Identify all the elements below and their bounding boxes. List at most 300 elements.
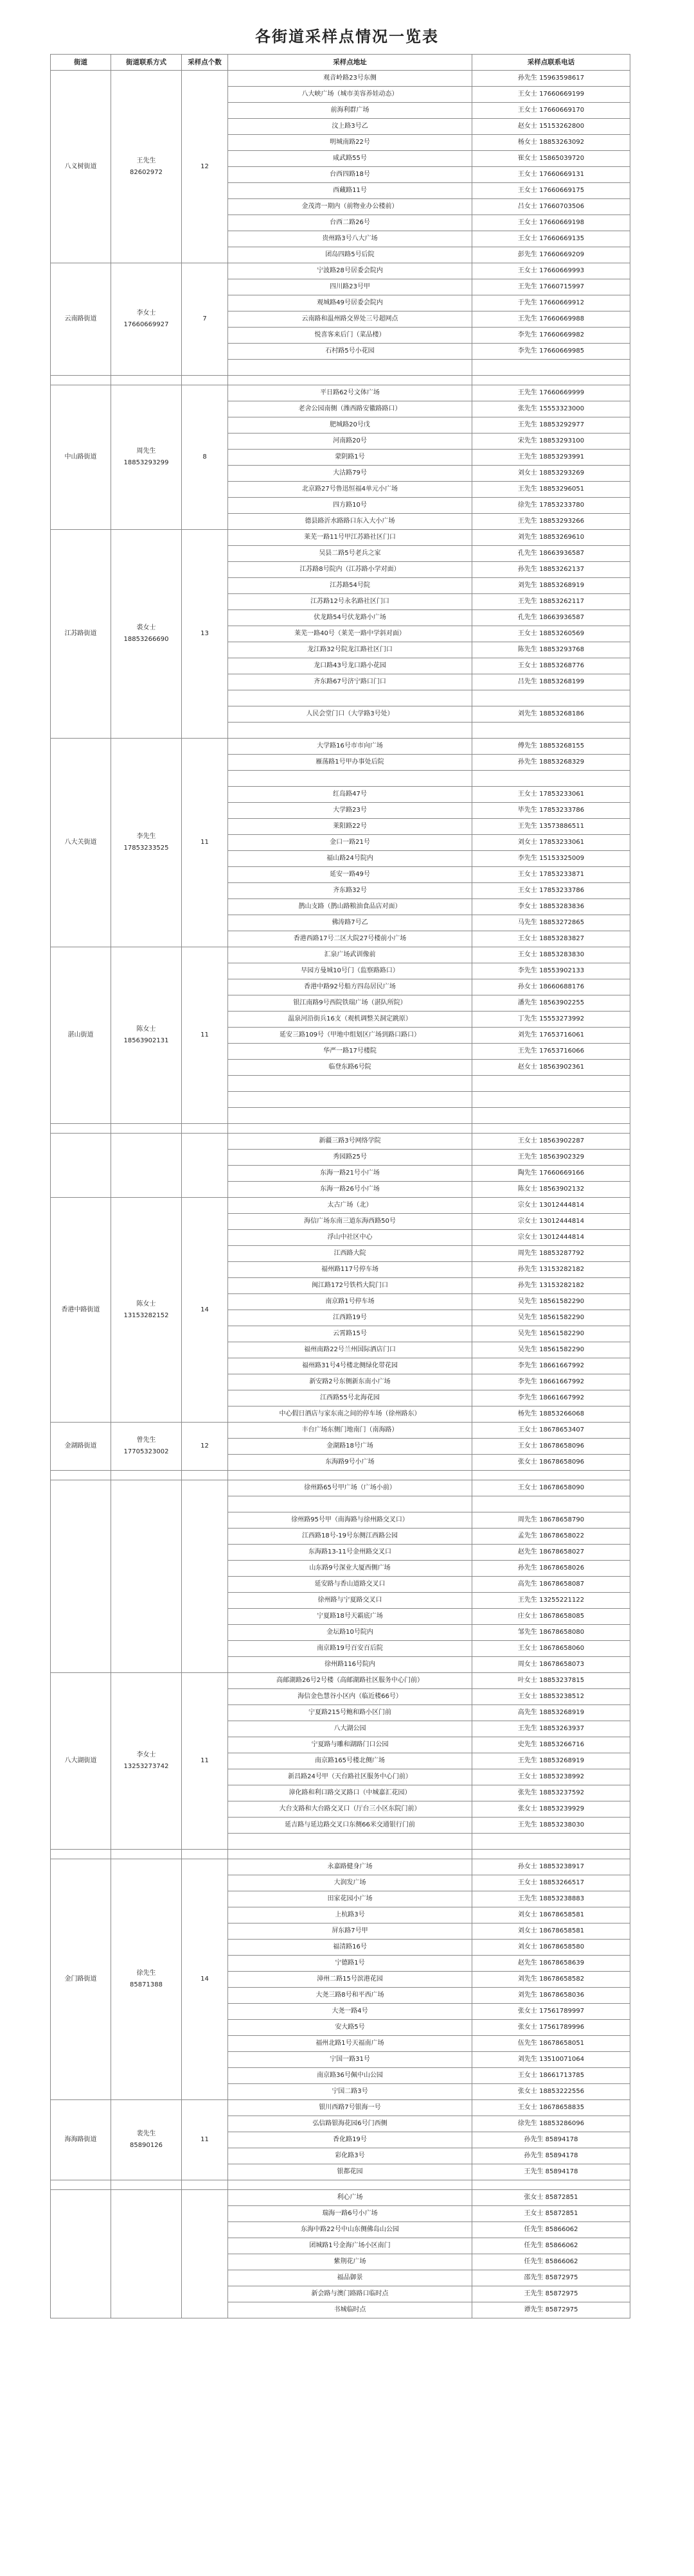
site-address-cell: 漳化路和利口路交叉路口（中城嘉汇花园） (228, 1785, 472, 1801)
site-phone-cell: 刘女士 18678658581 (472, 1907, 630, 1923)
site-address-cell: 宁夏路与雕和湖路门口公园 (228, 1737, 472, 1753)
site-phone-cell: 王先生 18563902329 (472, 1150, 630, 1166)
site-address-cell: 德县路沂水路路口东入大小广场 (228, 514, 472, 530)
site-phone-cell: 吴先生 18561582290 (472, 1326, 630, 1342)
site-address-cell: 齐东路32号 (228, 883, 472, 899)
site-address-cell: 江西路大院 (228, 1246, 472, 1262)
site-phone-cell: 邵先生 85872975 (472, 2270, 630, 2286)
site-address-cell: 延安三路109号（甲地中组划区广场到路口路口） (228, 1028, 472, 1044)
site-phone-cell: 王女士 17853233061 (472, 787, 630, 803)
site-address-cell: 大润发广场 (228, 1875, 472, 1891)
site-address-cell (228, 1834, 472, 1850)
table-row (51, 385, 630, 401)
site-phone-cell: 王女士 18853238992 (472, 1769, 630, 1785)
site-address-cell: 紫荆花广场 (228, 2254, 472, 2270)
gap-cell (472, 1850, 630, 1859)
site-address-cell: 福州南路22号兰州国际酒店门口 (228, 1342, 472, 1358)
table-row (51, 1859, 630, 1875)
site-phone-cell: 宗女士 13012444814 (472, 1198, 630, 1214)
site-address-cell: 江西路19号 (228, 1310, 472, 1326)
site-phone-cell: 宗女士 13012444814 (472, 1230, 630, 1246)
site-phone-cell: 王女士 17853233786 (472, 883, 630, 899)
site-address-cell: 上杭路3号 (228, 1907, 472, 1923)
table-row (51, 263, 630, 279)
site-count-cell: 14 (182, 1198, 228, 1423)
site-phone-cell: 李先生 18553902133 (472, 963, 630, 979)
site-phone-cell: 史先生 18853266716 (472, 1737, 630, 1753)
gap-cell (51, 1124, 111, 1134)
site-address-cell (228, 360, 472, 376)
site-address-cell: 漳州二路15号滨港花园 (228, 1972, 472, 1988)
site-phone-cell: 王先生 18853238883 (472, 1891, 630, 1907)
site-phone-cell: 张先生 18853237592 (472, 1785, 630, 1801)
site-phone-cell: 孙先生 85894178 (472, 2132, 630, 2148)
site-phone-cell: 王先生 13255221122 (472, 1593, 630, 1609)
site-phone-cell: 高先生 18853268919 (472, 1705, 630, 1721)
site-phone-cell: 王先生 18853268919 (472, 1753, 630, 1769)
site-address-cell: 中心假日酒店与家东南之间的停车场（徐州路东） (228, 1406, 472, 1423)
site-address-cell: 四川路23号甲 (228, 279, 472, 295)
site-phone-cell: 王女士 18853238512 (472, 1689, 630, 1705)
street-name-cell: 香港中路街道 (51, 1198, 111, 1423)
site-address-cell: 南京路19号百安百后院 (228, 1641, 472, 1657)
site-phone-cell: 孙先生 18853262137 (472, 562, 630, 578)
section-gap-row (51, 1471, 630, 1480)
site-address-cell: 秀园路25号 (228, 1150, 472, 1166)
site-phone-cell: 刘先生 18678658036 (472, 1988, 630, 2004)
site-address-cell: 金口一路21号 (228, 835, 472, 851)
site-address-cell: 八大湖公园 (228, 1721, 472, 1737)
site-address-cell: 龙口路43号龙口路小花园 (228, 658, 472, 674)
street-contact-cell (111, 1423, 182, 1471)
site-address-cell: 徐州路95号甲（南海路与徐州路交叉口） (228, 1512, 472, 1529)
contact-name: 曾先生 (136, 1437, 156, 1444)
street-contact-cell (111, 1134, 182, 1198)
site-address-cell: 宁夏路215号鲍和路小区门前 (228, 1705, 472, 1721)
site-phone-cell: 陈先生 18853293768 (472, 642, 630, 658)
site-address-cell: 新昌路24号甲（天台路社区服务中心门前） (228, 1769, 472, 1785)
table-row (51, 71, 630, 87)
site-phone-cell: 吕女士 17660703506 (472, 199, 630, 215)
site-address-cell: 温泉河沿街兵16支（观机调整关洞定跳原） (228, 1012, 472, 1028)
site-count-cell: 11 (182, 739, 228, 947)
site-phone-cell: 王女士 17660669199 (472, 87, 630, 103)
gap-cell (228, 376, 472, 385)
table-row (51, 1423, 630, 1439)
table-header (51, 55, 630, 71)
site-phone-cell: 王女士 18678653407 (472, 1423, 630, 1439)
document-title: 各街道采样点情况一览表 (255, 27, 439, 46)
site-phone-cell: 李先生 15153325009 (472, 851, 630, 867)
site-address-cell: 福州路31号4号楼北侧绿化带花园 (228, 1358, 472, 1374)
table-row (51, 2100, 630, 2116)
site-phone-cell: 任先生 85866062 (472, 2238, 630, 2254)
site-address-cell: 咸武路55号 (228, 151, 472, 167)
site-phone-cell: 王女士 18678658835 (472, 2100, 630, 2116)
site-address-cell: 莱阳路22号 (228, 819, 472, 835)
street-contact-cell (111, 2190, 182, 2318)
site-phone-cell: 王女士 18678658096 (472, 1439, 630, 1455)
site-address-cell: 石村路5号小花园 (228, 344, 472, 360)
gap-cell (182, 376, 228, 385)
site-phone-cell: 孙先生 18678658026 (472, 1561, 630, 1577)
site-phone-cell: 王女士 17660669198 (472, 215, 630, 231)
site-phone-cell: 王先生 85894178 (472, 2164, 630, 2180)
site-address-cell: 东海一路21号小广场 (228, 1166, 472, 1182)
gap-cell (182, 1850, 228, 1859)
contact-phone: 13253273742 (123, 1763, 169, 1770)
site-phone-cell: 伍先生 18678658051 (472, 2036, 630, 2052)
site-address-cell: 香化路19号 (228, 2132, 472, 2148)
gap-cell (472, 1124, 630, 1134)
site-phone-cell: 刘女士 18853293269 (472, 466, 630, 482)
site-phone-cell: 吴先生 18561582290 (472, 1310, 630, 1326)
section-gap-row (51, 376, 630, 385)
site-phone-cell (472, 1496, 630, 1512)
site-address-cell: 佛涛路7号乙 (228, 915, 472, 931)
site-count-cell: 12 (182, 71, 228, 263)
site-address-cell: 山东路9号深业大厦西侧广场 (228, 1561, 472, 1577)
gap-cell (228, 1124, 472, 1134)
site-address-cell: 宁夏路18号天霸底广场 (228, 1609, 472, 1625)
sampling-points-table (50, 54, 630, 2318)
site-phone-cell: 王先生 18853292977 (472, 417, 630, 434)
site-address-cell: 台西四路18号 (228, 167, 472, 183)
site-count-cell: 11 (182, 947, 228, 1124)
site-address-cell: 彩化路3号 (228, 2148, 472, 2164)
table-row (51, 1198, 630, 1214)
site-phone-cell: 于先生 17660669912 (472, 295, 630, 311)
site-address-cell: 河南路20号 (228, 434, 472, 450)
site-address-cell: 江西路55号北海花园 (228, 1390, 472, 1406)
site-phone-cell: 李女士 18853283836 (472, 899, 630, 915)
site-phone-cell: 谭先生 85872975 (472, 2302, 630, 2318)
site-address-cell: 悦喜客来后门（菜品楼） (228, 328, 472, 344)
site-address-cell: 海信广场东南三道东海西路50号 (228, 1214, 472, 1230)
header-street: 街道 (51, 55, 111, 71)
site-phone-cell (472, 1092, 630, 1108)
contact-phone: 17660669927 (123, 321, 169, 328)
street-name-cell: 八义树街道 (51, 71, 111, 263)
contact-phone: 17705323002 (123, 1448, 169, 1455)
site-phone-cell: 陶先生 17660669166 (472, 1166, 630, 1182)
site-address-cell: 南京路1号停车场 (228, 1294, 472, 1310)
site-phone-cell (472, 1834, 630, 1850)
site-phone-cell: 孔先生 18663936587 (472, 610, 630, 626)
site-phone-cell: 宗女士 13012444814 (472, 1214, 630, 1230)
site-address-cell: 延安一路49号 (228, 867, 472, 883)
contact-name: 陈女士 (136, 1300, 156, 1308)
site-address-cell: 大尧一路4号 (228, 2004, 472, 2020)
gap-cell (51, 1850, 111, 1859)
site-phone-cell: 徐先生 18853286096 (472, 2116, 630, 2132)
street-name-cell: 八大湖街道 (51, 1673, 111, 1850)
site-phone-cell: 李先生 18661667992 (472, 1390, 630, 1406)
site-phone-cell: 王女士 17660669175 (472, 183, 630, 199)
site-phone-cell: 庄女士 18678658085 (472, 1609, 630, 1625)
site-address-cell: 雁荡路1号甲办事处后院 (228, 755, 472, 771)
site-address-cell: 东海中路22号中山东侧佛岛山公园 (228, 2222, 472, 2238)
site-address-cell: 团城路1号金海广场小区南门 (228, 2238, 472, 2254)
table-row (51, 947, 630, 963)
site-phone-cell: 叶女士 18853237815 (472, 1673, 630, 1689)
gap-cell (228, 1850, 472, 1859)
site-phone-cell: 杨女士 18853263092 (472, 135, 630, 151)
street-name-cell (51, 1480, 111, 1673)
site-phone-cell: 张女士 18853222556 (472, 2084, 630, 2100)
site-phone-cell: 王先生 18853262117 (472, 594, 630, 610)
site-phone-cell: 李先生 18661667992 (472, 1374, 630, 1390)
site-address-cell: 高邮湖路26号2号楼（高邮湖路社区服务中心门前） (228, 1673, 472, 1689)
site-address-cell: 福州北路1号天福南广场 (228, 2036, 472, 2052)
site-phone-cell: 赵先生 18678658027 (472, 1545, 630, 1561)
site-address-cell: 大尧三路8号和平西广场 (228, 1988, 472, 2004)
gap-cell (111, 1471, 182, 1480)
site-phone-cell: 孙女士 18660688176 (472, 979, 630, 995)
site-phone-cell: 张先生 15553323000 (472, 401, 630, 417)
site-phone-cell: 王先生 18853296051 (472, 482, 630, 498)
site-phone-cell: 邹先生 18678658080 (472, 1625, 630, 1641)
site-phone-cell: 潘先生 18563902255 (472, 995, 630, 1012)
site-address-cell (228, 1076, 472, 1092)
site-address-cell: 宁波路28号居委会院内 (228, 263, 472, 279)
site-phone-cell: 张女士 18678658096 (472, 1455, 630, 1471)
site-count-cell: 14 (182, 1859, 228, 2100)
site-address-cell: 鹊山支路（鹊山路粮油食品店对面） (228, 899, 472, 915)
street-name-cell: 海海路街道 (51, 2100, 111, 2180)
site-phone-cell: 毕先生 17853233786 (472, 803, 630, 819)
site-address-cell: 云南路和温州路交界处三号超网点 (228, 311, 472, 328)
site-phone-cell: 吴先生 18561582290 (472, 1294, 630, 1310)
site-address-cell: 华严一路17号楼院 (228, 1044, 472, 1060)
site-address-cell: 南京路165号楼北侧广场 (228, 1753, 472, 1769)
contact-name: 周先生 (136, 448, 156, 455)
site-address-cell (228, 1108, 472, 1124)
table-body (51, 71, 630, 2318)
site-address-cell: 老舍公园南侧（潍西路安徽路路口） (228, 401, 472, 417)
street-name-cell: 金门路街道 (51, 1859, 111, 2100)
site-phone-cell (472, 690, 630, 706)
site-phone-cell: 王女士 18661713785 (472, 2068, 630, 2084)
site-address-cell: 伏龙路54号伏龙路小广场 (228, 610, 472, 626)
site-address-cell: 明城南路22号 (228, 135, 472, 151)
site-address-cell: 观音岭路23号东侧 (228, 71, 472, 87)
site-phone-cell: 王女士 18678658090 (472, 1480, 630, 1496)
site-address-cell: 南京路36号佩中山公园 (228, 2068, 472, 2084)
site-phone-cell: 孙先生 13153282182 (472, 1278, 630, 1294)
contact-phone: 17853233525 (123, 845, 169, 852)
site-address-cell: 莱芜一路11号甲江苏路社区门口 (228, 530, 472, 546)
site-address-cell: 瑞海一路6号小广场 (228, 2206, 472, 2222)
site-address-cell: 海信金色慧谷小区内（临近楼66号） (228, 1689, 472, 1705)
site-phone-cell: 王女士 85872851 (472, 2206, 630, 2222)
site-address-cell: 田家花园小广场 (228, 1891, 472, 1907)
site-phone-cell: 刘先生 18853268186 (472, 706, 630, 723)
table-row (51, 2190, 630, 2206)
site-phone-cell: 傅先生 18853268155 (472, 739, 630, 755)
site-address-cell: 金茂湾一期内（前物业办公楼前） (228, 199, 472, 215)
site-address-cell: 西藏路11号 (228, 183, 472, 199)
site-phone-cell: 王女士 17660669131 (472, 167, 630, 183)
table-row (51, 1480, 630, 1496)
site-address-cell: 新安路2号东侧新东南小广场 (228, 1374, 472, 1390)
site-address-cell: 莱芜一路40号（莱芜一路中学斜对面） (228, 626, 472, 642)
site-address-cell: 金湖路18号广场 (228, 1439, 472, 1455)
site-address-cell: 龙江路32号院龙江路社区门口 (228, 642, 472, 658)
site-phone-cell: 李先生 17660669982 (472, 328, 630, 344)
site-address-cell: 香港西路17号二区大院27号楼前小广场 (228, 931, 472, 947)
site-address-cell: 汇泉广场武训像前 (228, 947, 472, 963)
contact-phone: 85871388 (130, 1981, 163, 1988)
site-phone-cell: 孟先生 18678658022 (472, 1529, 630, 1545)
site-address-cell: 银江南路9号西院铁瑞广场（湛队所院） (228, 995, 472, 1012)
gap-cell (51, 376, 111, 385)
site-count-cell: 11 (182, 2100, 228, 2180)
gap-cell (228, 1471, 472, 1480)
site-address-cell: 福州路117号停车场 (228, 1262, 472, 1278)
contact-name: 徐先生 (136, 1970, 156, 1977)
site-address-cell: 福清路16号 (228, 1940, 472, 1956)
site-address-cell: 永嘉路健身广场 (228, 1859, 472, 1875)
site-address-cell: 徐州路116号院内 (228, 1657, 472, 1673)
site-address-cell: 延吉路与延边路交叉口东侧66米交通银行门前 (228, 1818, 472, 1834)
site-address-cell: 福品御景 (228, 2270, 472, 2286)
site-address-cell: 徐州路65号甲广场（广场小前） (228, 1480, 472, 1496)
street-contact-cell (111, 1673, 182, 1850)
table-row (51, 530, 630, 546)
street-name-cell: 金湖路街道 (51, 1423, 111, 1471)
site-phone-cell: 吴先生 18561582290 (472, 1342, 630, 1358)
site-count-cell: 12 (182, 1423, 228, 1471)
site-address-cell: 东海一路26号小广场 (228, 1182, 472, 1198)
site-phone-cell: 张女士 18853239929 (472, 1801, 630, 1818)
contact-phone: 82602972 (130, 168, 163, 176)
site-phone-cell (472, 771, 630, 787)
street-contact-cell (111, 1480, 182, 1673)
section-gap-row (51, 2180, 630, 2190)
site-address-cell: 汶上路3号乙 (228, 119, 472, 135)
site-address-cell: 闽江路172号铁档大院门口 (228, 1278, 472, 1294)
site-address-cell: 大台支路和大台路交叉口（厅台三小区东院门前） (228, 1801, 472, 1818)
site-address-cell: 大沽路79号 (228, 466, 472, 482)
site-phone-cell: 王女士 17853233871 (472, 867, 630, 883)
site-address-cell: 蒙阴路1号 (228, 450, 472, 466)
site-address-cell: 金坛路10号院内 (228, 1625, 472, 1641)
site-phone-cell: 王先生 18853263937 (472, 1721, 630, 1737)
site-phone-cell: 刘先生 13510071064 (472, 2052, 630, 2068)
site-address-cell: 前海利群广场 (228, 103, 472, 119)
site-address-cell (228, 1092, 472, 1108)
site-phone-cell: 王先生 18853238030 (472, 1818, 630, 1834)
site-count-cell (182, 2190, 228, 2318)
site-phone-cell: 孔先生 18663936587 (472, 546, 630, 562)
gap-cell (111, 2180, 182, 2190)
street-name-cell: 江苏路街道 (51, 530, 111, 739)
site-address-cell: 屏东路7号甲 (228, 1923, 472, 1940)
street-contact-cell (111, 263, 182, 376)
site-address-cell (228, 723, 472, 739)
site-address-cell: 大学路16号市市向广场 (228, 739, 472, 755)
site-address-cell: 江苏路54号院 (228, 578, 472, 594)
contact-phone: 18563902131 (123, 1037, 169, 1044)
site-address-cell (228, 1496, 472, 1512)
site-phone-cell (472, 360, 630, 376)
site-address-cell: 银都花园 (228, 2164, 472, 2180)
header-site-phone: 采样点联系电话 (472, 55, 630, 71)
street-contact-cell (111, 71, 182, 263)
section-gap-row (51, 1124, 630, 1134)
site-count-cell: 8 (182, 385, 228, 530)
site-phone-cell: 吕先生 18853268199 (472, 674, 630, 690)
site-phone-cell: 赵女士 15153262800 (472, 119, 630, 135)
site-address-cell: 大学路23号 (228, 803, 472, 819)
site-phone-cell: 杨先生 18853266068 (472, 1406, 630, 1423)
site-phone-cell: 孙女士 18853238917 (472, 1859, 630, 1875)
site-phone-cell: 高先生 18678658087 (472, 1577, 630, 1593)
site-phone-cell: 王女士 18678658060 (472, 1641, 630, 1657)
contact-phone: 85890126 (130, 2142, 163, 2149)
street-contact-cell (111, 739, 182, 947)
site-address-cell: 肥城路20号戊 (228, 417, 472, 434)
site-count-cell: 11 (182, 1673, 228, 1850)
contact-name: 裘女士 (136, 624, 156, 631)
gap-cell (51, 2180, 111, 2190)
site-phone-cell: 徐先生 17853233780 (472, 498, 630, 514)
site-phone-cell: 刘先生 18678658582 (472, 1972, 630, 1988)
site-phone-cell: 刘先生 18853268919 (472, 578, 630, 594)
site-count-cell: 7 (182, 263, 228, 376)
site-count-cell: 13 (182, 530, 228, 739)
site-phone-cell: 马先生 18853272865 (472, 915, 630, 931)
street-contact-cell (111, 530, 182, 739)
site-phone-cell: 王女士 17660669993 (472, 263, 630, 279)
site-address-cell: 延安路与香山道路交叉口 (228, 1577, 472, 1593)
site-phone-cell: 张女士 85872851 (472, 2190, 630, 2206)
site-phone-cell: 刘女士 18678658580 (472, 1940, 630, 1956)
gap-cell (182, 1124, 228, 1134)
site-address-cell: 福山路24号院内 (228, 851, 472, 867)
site-phone-cell: 孙先生 85894178 (472, 2148, 630, 2164)
site-phone-cell: 李先生 17660669985 (472, 344, 630, 360)
site-address-cell: 吴县二路5号老兵之家 (228, 546, 472, 562)
site-phone-cell: 刘先生 18853269610 (472, 530, 630, 546)
site-address-cell: 银川西路7号银海一号 (228, 2100, 472, 2116)
gap-cell (111, 1850, 182, 1859)
site-phone-cell: 孙先生 18853268329 (472, 755, 630, 771)
gap-cell (472, 1471, 630, 1480)
site-address-cell (228, 690, 472, 706)
contact-phone: 18853293299 (123, 459, 169, 466)
site-address-cell: 丰台广场东侧门地南门（南海路） (228, 1423, 472, 1439)
gap-cell (182, 1471, 228, 1480)
site-address-cell: 东海路13-11号金州路交叉口 (228, 1545, 472, 1561)
site-phone-cell: 周先生 18678658790 (472, 1512, 630, 1529)
site-phone-cell: 刘先生 17653716061 (472, 1028, 630, 1044)
site-phone-cell: 王女士 18853266517 (472, 1875, 630, 1891)
contact-name: 李先生 (136, 833, 156, 840)
site-address-cell (228, 771, 472, 787)
site-address-cell: 北京路27号鲁迅恒福4单元小广场 (228, 482, 472, 498)
header-site-count: 采样点个数 (182, 55, 228, 71)
street-name-cell: 云南路街道 (51, 263, 111, 376)
site-phone-cell: 丁先生 15553273992 (472, 1012, 630, 1028)
site-address-cell: 观城路49号居委会院内 (228, 295, 472, 311)
table-row (51, 739, 630, 755)
site-phone-cell: 王先生 17660669988 (472, 311, 630, 328)
site-address-cell: 四方路10号 (228, 498, 472, 514)
site-address-cell: 香港中路92号船方四岛居民广场 (228, 979, 472, 995)
contact-name: 陈女士 (136, 1026, 156, 1033)
